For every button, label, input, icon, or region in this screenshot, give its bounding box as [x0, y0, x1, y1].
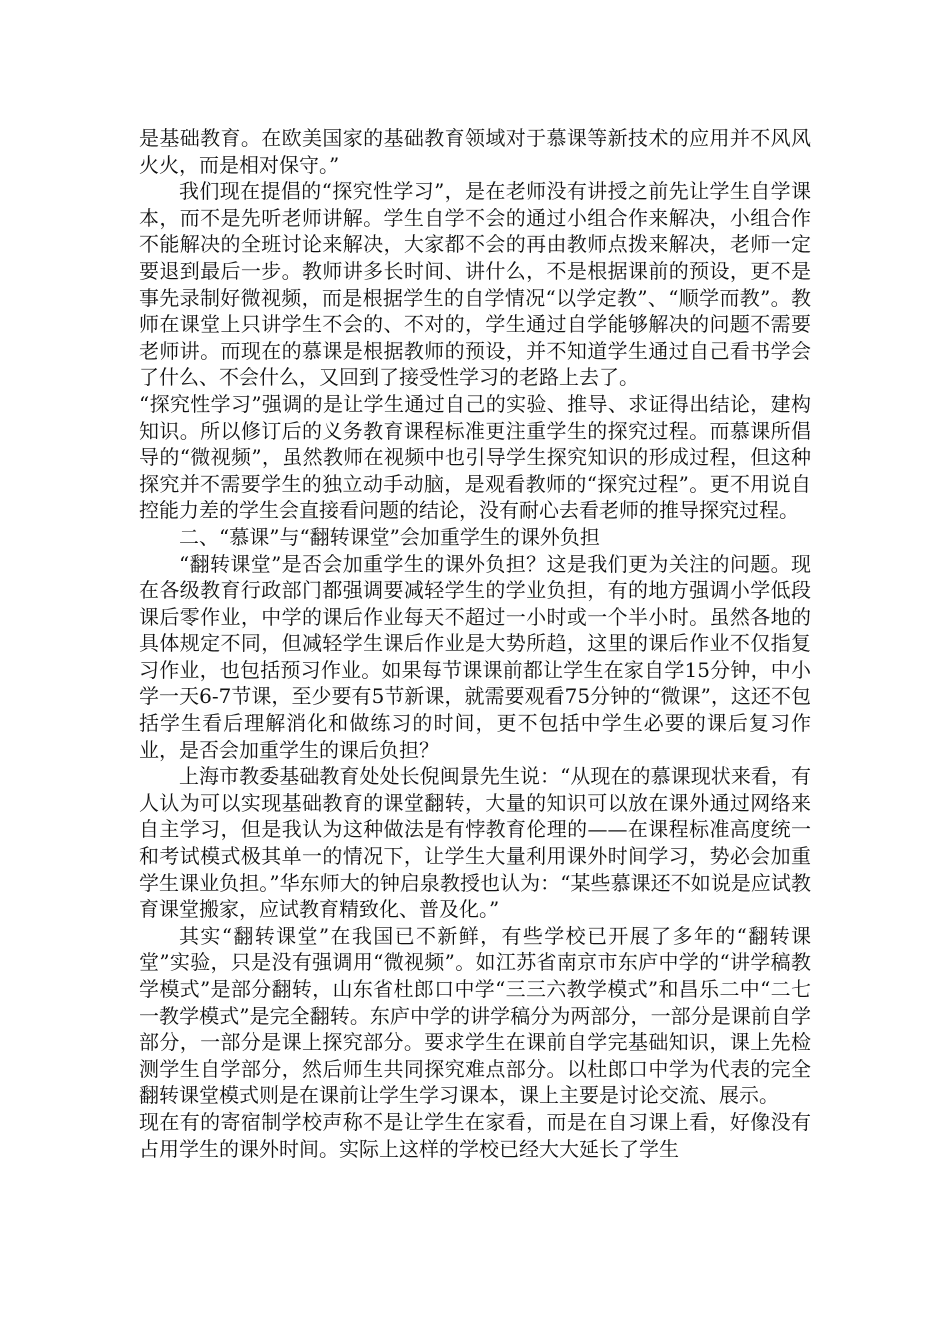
paragraph-flipped-examples: 其实“翻转课堂”在我国已不新鲜，有些学校已开展了多年的“翻转课堂”实验，只是没有强调用“微视频”。如江苏省南京市东庐中学的“讲学稿教学模式”是部分翻转，山东省杜郎口中学“三三六教学模式”和昌乐二中“二七一教学模式”是完全翻转。东庐中学的讲学稿分为两部分，一部分是课前自学部分，一部分是课上探究部分。要求学生在课前自学完基础知识，课上先检测学生自学部分，然后师生共同探究难点部分。以杜郎口中学为代表的完全翻转课堂模式则是在课前让学生学习课本，课上主要是讨论交流、展示。 — [139, 923, 811, 1108]
section-heading: 二、“慕课”与“翻转课堂”会加重学生的课外负担 — [179, 524, 600, 549]
paragraph-continuation: 是基础教育。在欧美国家的基础教育领域对于慕课等新技术的应用并不风风火火，而是相对保守。” — [139, 126, 811, 177]
paragraph-homework-burden: “翻转课堂”是否会加重学生的课外负担？这是我们更为关注的问题。现在各级教育行政部门都强调要减轻学生的学业负担，有的地方强调小学低段课后零作业，中学的课后作业每天不超过一小时或一个半小时。虽然各地的具体规定不同，但减轻学生课后作业是大势所趋，这里的课后作业不仅指复习作业，也包括预习作业。如果每节课课前都让学生在家自学15分钟，中小学一天6-7节课，至少要有5节新课，就需要观看75分钟的“微课”，这还不包括学生看后理解消化和做练习的时间，更不包括中学生必要的课后复习作业，是否会加重学生的课后负担？ — [139, 551, 811, 762]
paragraph-inquiry-emphasis: “探究性学习”强调的是让学生通过自己的实验、推导、求证得出结论，建构知识。所以修订后的义务教育课程标准更注重学生的探究过程。而慕课所倡导的“微视频”，虽然教师在视频中也引导学生探究知识的形成过程，但这种探究并不需要学生的独立动手动脑，是观看教师的“探究过程”。更不用说自控能力差的学生会直接看问题的结论，没有耐心去看老师的推导探究过程。 — [139, 391, 811, 523]
paragraph-inquiry-learning: 我们现在提倡的“探究性学习”，是在老师没有讲授之前先让学生自学课本，而不是先听老师讲解。学生自学不会的通过小组合作来解决，小组合作不能解决的全班讨论来解决，大家都不会的再由教师点拨来解决，老师一定要退到最后一步。教师讲多长时间、讲什么，不是根据课前的预设，更不是事先录制好微视频，而是根据学生的自学情况“以学定教”、“顺学而教”。教师在课堂上只讲学生不会的、不对的，学生通过自学能够解决的问题不需要老师讲。而现在的慕课是根据教师的预设，并不知道学生通过自己看书学会了什么、不会什么，又回到了接受性学习的老路上去了。 — [139, 179, 811, 390]
paragraph-expert-quotes: 上海市教委基础教育处处长倪闽景先生说：“从现在的慕课现状来看，有人认为可以实现基础教育的课堂翻转，大量的知识可以放在课外通过网络来自主学习，但是我认为这种做法是有悖教育伦理的——在课程标准高度统一和考试模式极其单一的情况下，让学生大量利用课外时间学习，势必会加重学生课业负担。”华东师大的钟启泉教授也认为：“某些慕课还不如说是应试教育课堂搬家，应试教育精致化、普及化。” — [139, 764, 811, 922]
document-body — [139, 125, 811, 1162]
paragraph-boarding-schools: 现在有的寄宿制学校声称不是让学生在家看，而是在自习课上看，好像没有占用学生的课外时间。实际上这样的学校已经大大延长了学生 — [139, 1109, 811, 1161]
